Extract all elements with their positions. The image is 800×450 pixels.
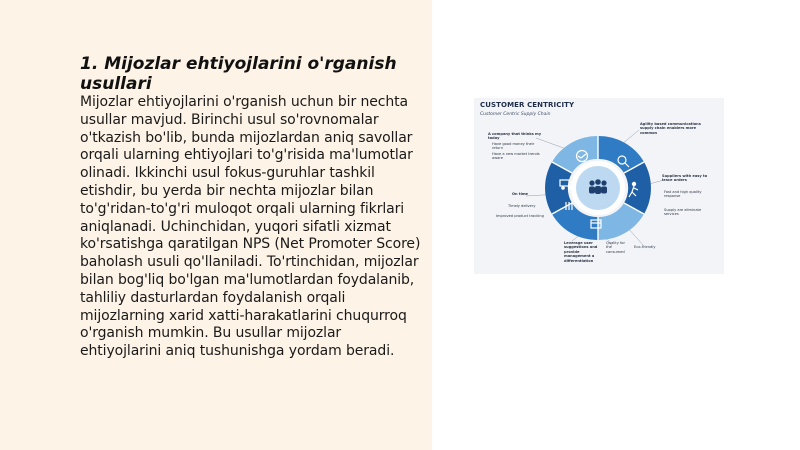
callout-mid-right-sub2: Supply are eliminate services	[664, 208, 702, 217]
callout-mid-left: On time	[512, 192, 528, 196]
callout-bottom-right: Eco-friendly	[634, 245, 656, 249]
callout-mid-right: Suppliers with easy to trace orders	[662, 174, 708, 183]
callout-top-right: Agility based communications supply chain enablers more common	[640, 122, 701, 135]
callout-mid-left-sub1: Timely delivery	[508, 204, 536, 208]
callout-top-left-sub1: Have good money their return	[492, 142, 535, 151]
callout-top-left: A company that thinks my today	[488, 132, 542, 141]
callout-bottom-left: Leverage user suggestions and provide management a differentiation	[564, 241, 598, 263]
customer-centricity-diagram	[474, 98, 724, 274]
callout-mid-right-sub1: Fast and high quality response	[664, 190, 702, 199]
diagram-title: CUSTOMER CENTRICITY	[480, 101, 575, 109]
slide-title: 1. Mijozlar ehtiyojlarini o'rganish usullari	[80, 54, 397, 94]
callout-bottom-mid: Quality for the consumed	[606, 241, 625, 254]
callout-mid-left-sub2: Improved product tracking	[496, 214, 544, 218]
callout-top-left-sub2: Have a new market trends aware	[492, 152, 540, 161]
slide-body-text: Mijozlar ehtiyojlarini o'rganish uchun bir nechta usullar mavjud. Birinchi usul so'rovnomalar o'tkazish bo'lib, bunda mijozlardan aniq savollar orqali ularning ehtiyojlari to'g'risida ma'lumotlar olinadi. Ikkinchi usul fokus-guruhlar tashkil etishdir, bu yerda bir nechta mijozlar bilan to'g'ridan-to'g'ri muloqot orqali ularning fikrlari aniqlanadi. Uchinchidan, yuqori sifatli xizmat ko'rsatishga qaratilgan NPS (Net Promoter Score) baholash usuli qo'llaniladi. To'rtinchidan, mijozlar bilan bog'liq bo'lgan ma'lumotlardan foydalanib, tahliliy dasturlardan foydalanish orqali mijozlarning xarid xatti-harakatlarini chuqurroq o'rganish mumkin. Bu usullar mijozlar ehtiyojlarini aniq tushunishga yordam beradi.	[80, 94, 421, 360]
diagram-subtitle: Customer Centric Supply Chain	[480, 112, 551, 117]
people-icon	[589, 179, 607, 194]
